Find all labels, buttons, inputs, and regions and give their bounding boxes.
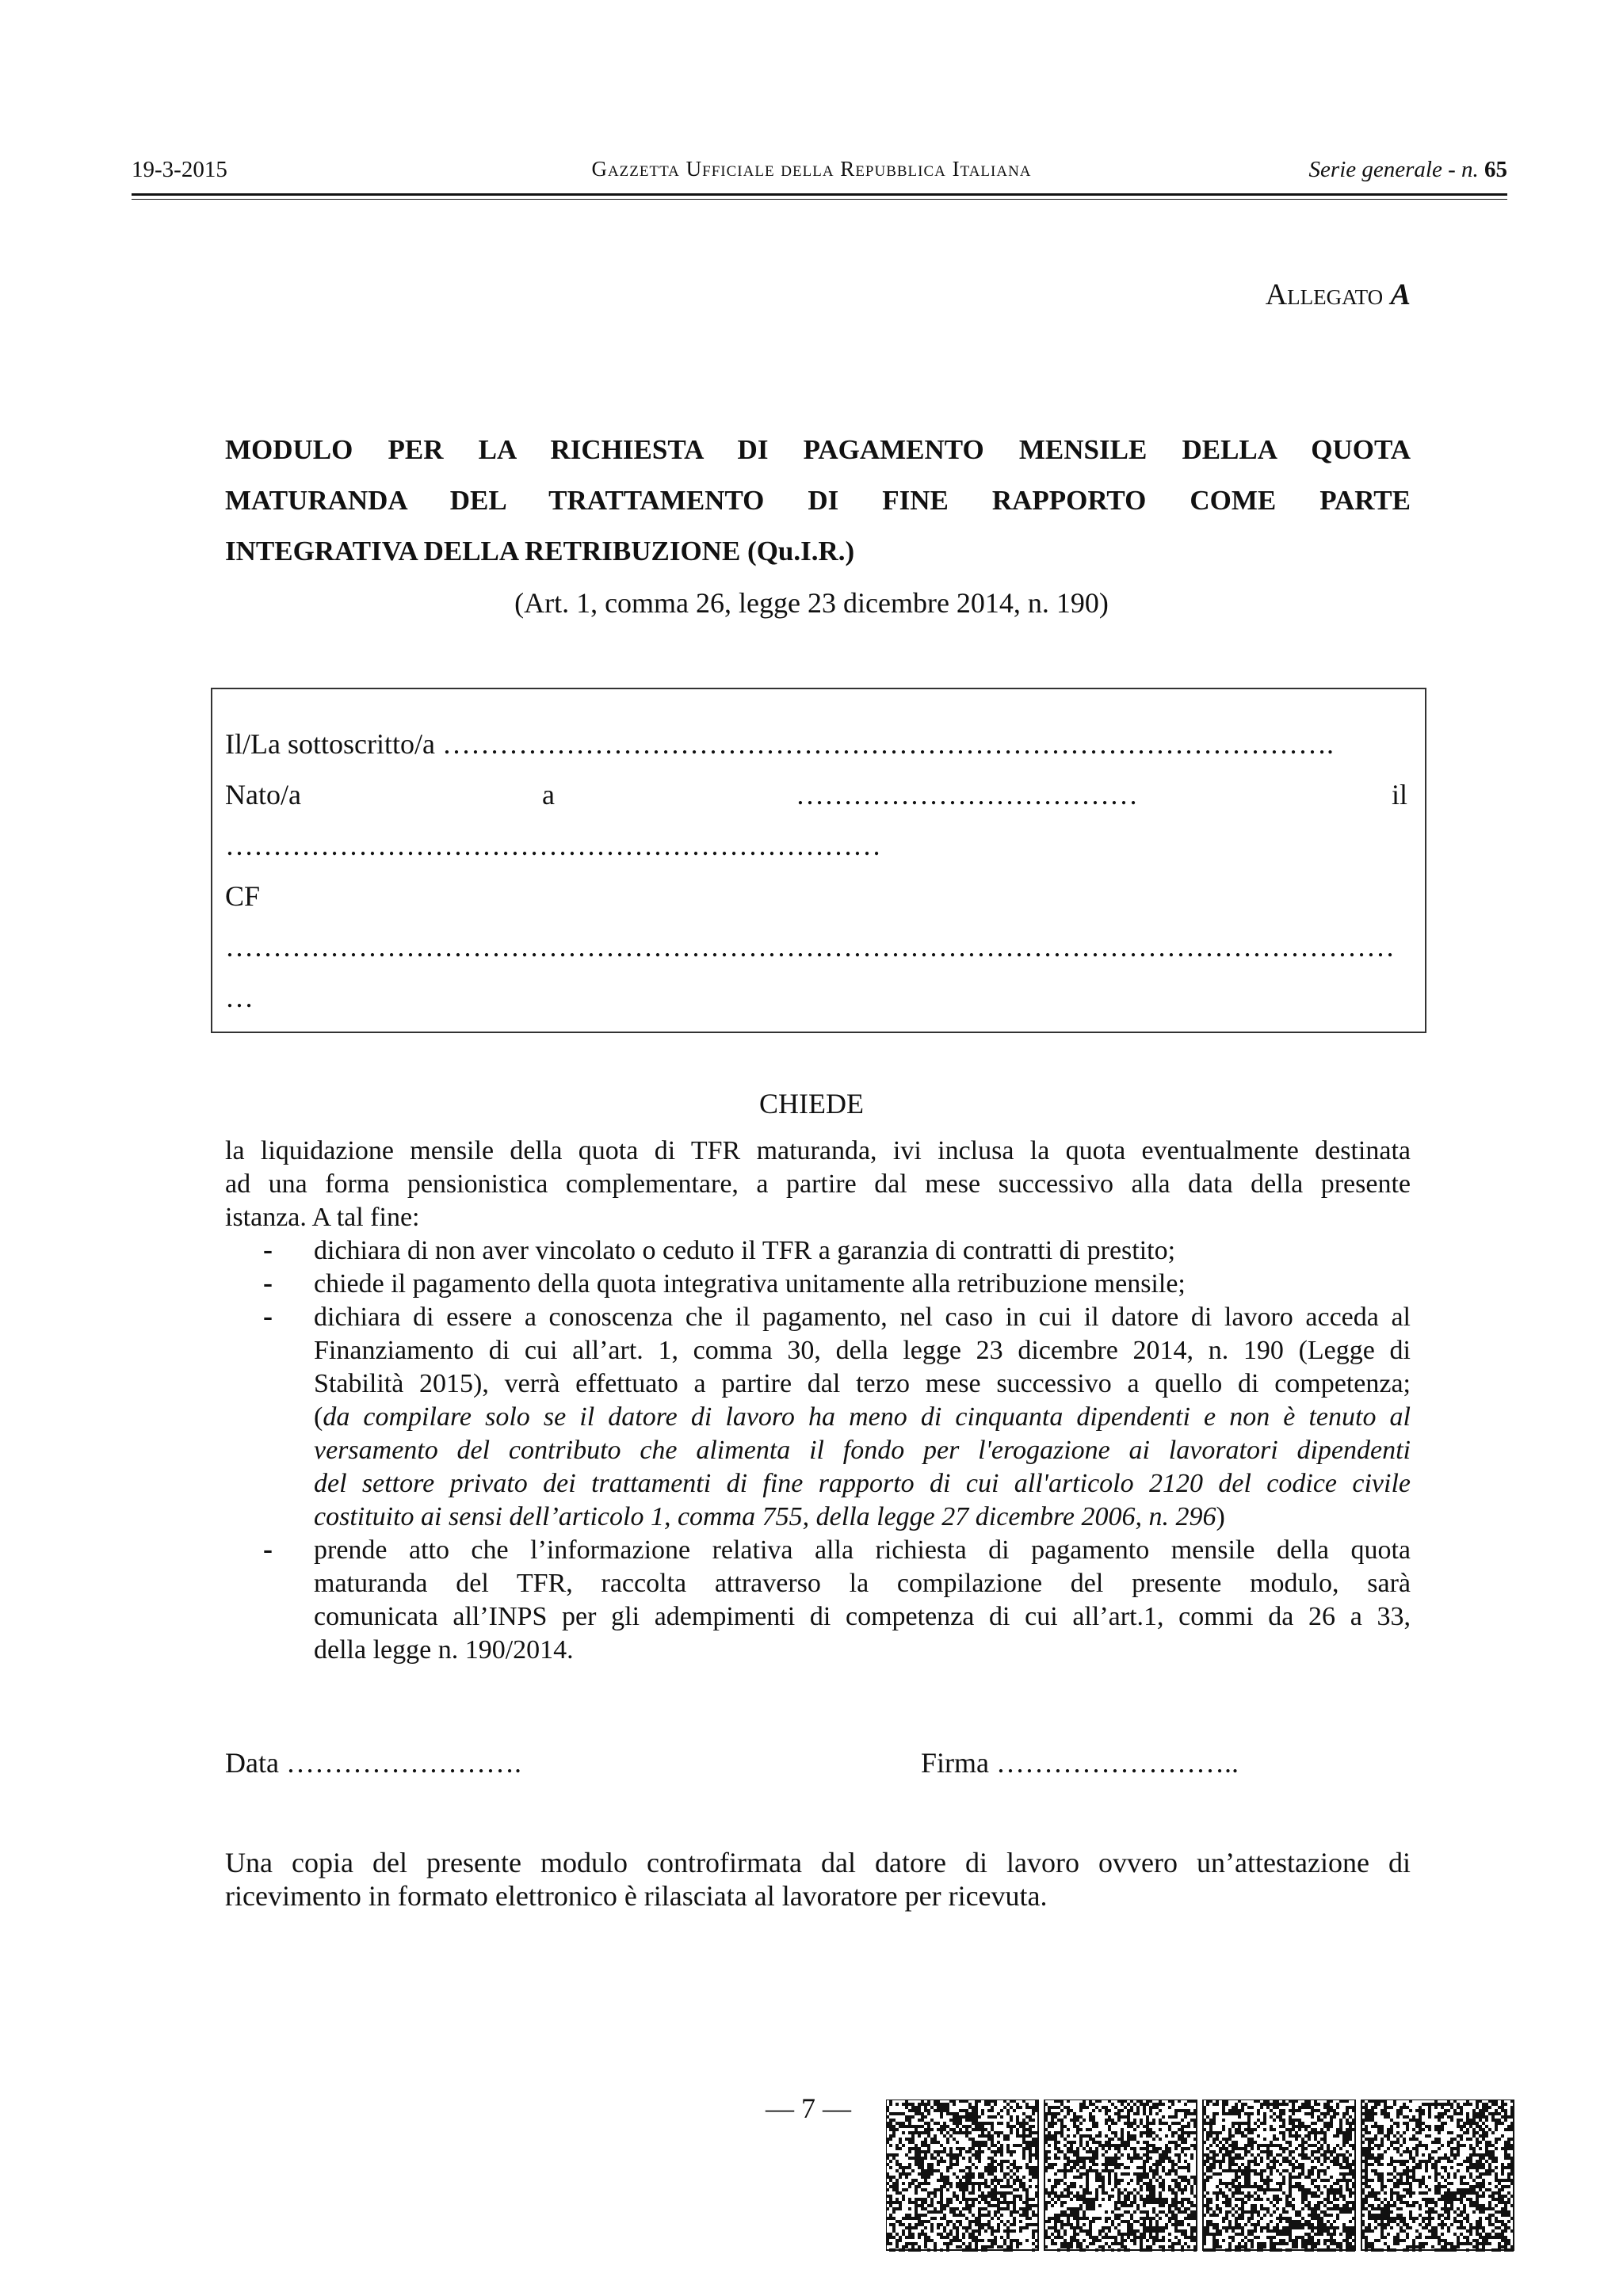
- cf-field[interactable]: ……………………………………………………………………………………………………………: [225, 931, 1395, 963]
- closing-note-line-2: ricevimento in formato elettronico è rilasciata al lavoratore per ricevuta.: [225, 1880, 1048, 1912]
- cf-field-continuation[interactable]: …: [225, 982, 254, 1013]
- datamatrix-code: [1044, 2100, 1197, 2252]
- annex-label: [1266, 277, 1411, 312]
- item-4-line-1: prende atto che l’informazione relativa alla richiesta di pagamento mensile della quota: [314, 1535, 1411, 1565]
- header-date: 19-3-2015: [132, 157, 227, 182]
- serie-label: Serie generale - n.: [1308, 157, 1479, 182]
- bullet-dash: -: [263, 1533, 273, 1565]
- bullet-dash: -: [263, 1234, 273, 1265]
- birthplace-field[interactable]: ………………………………: [796, 779, 1138, 810]
- document-subtitle: (Art. 1, comma 26, legge 23 dicembre 2014, n. 190): [514, 587, 1109, 619]
- document-title-line-3: INTEGRATIVA DELLA RETRIBUZIONE (Qu.I.R.): [225, 536, 855, 566]
- header-rule-thick: [132, 193, 1507, 196]
- intro-line-3: istanza. A tal fine:: [225, 1203, 420, 1232]
- nato-label: Nato/a: [225, 779, 301, 810]
- datamatrix-code: [1203, 2100, 1355, 2252]
- item-1-line-1: dichiara di non aver vincolato o ceduto il TFR a garanzia di contratti di prestito;: [314, 1236, 1176, 1265]
- item-3-note-line-4: [314, 1502, 1411, 1532]
- header-rule-thin: [132, 199, 1507, 200]
- item-4-line-4: della legge n. 190/2014.: [314, 1635, 574, 1665]
- chiede-heading: CHIEDE: [759, 1088, 864, 1119]
- intro-line-2: ad una forma pensionistica complementare, a partire dal mese successivo alla data della presente: [225, 1169, 1411, 1199]
- item-3-line-2: Finanziamento di cui all’art. 1, comma 30, della legge 23 dicembre 2014, n. 190 (Legge di: [314, 1336, 1411, 1365]
- birthdate-label: il: [1392, 779, 1408, 810]
- item-3-line-3: Stabilità 2015), verrà effettuato a partire dal terzo mese successivo a quello di competenza;: [314, 1369, 1411, 1398]
- sottoscritto-field[interactable]: Il/La sottoscritto/a ………………………………………………………………………………….: [225, 728, 1334, 760]
- header-serie: [1309, 157, 1507, 183]
- document-title-line-1: MODULO PER LA RICHIESTA DI PAGAMENTO MENSILE DELLA QUOTA: [225, 434, 1411, 465]
- note-open-paren: (: [314, 1402, 323, 1432]
- closing-note-line-1: Una copia del presente modulo controfirmata dal datore di lavoro ovvero un’attestazione di: [225, 1847, 1411, 1878]
- datamatrix-codes: [886, 2100, 1520, 2252]
- item-3-note-line-2: versamento del contributo che alimenta il fondo per l'erogazione ai lavoratori dipendenti: [314, 1436, 1411, 1465]
- item-4-line-3: comunicata all’INPS per gli adempimenti di competenza di cui all’art.1, commi da 26 a 33,: [314, 1602, 1411, 1631]
- item-3-note-line-3: del settore privato dei trattamenti di fine rapporto di cui all'articolo 2120 del codice civile: [314, 1469, 1411, 1498]
- datamatrix-code: [886, 2100, 1038, 2252]
- date-field[interactable]: Data …………………….: [225, 1747, 521, 1779]
- item-3-note-line-1: [314, 1402, 1411, 1432]
- note-close-paren: ): [1216, 1502, 1225, 1531]
- document-title-line-2: MATURANDA DEL TRATTAMENTO DI FINE RAPPORTO COME PARTE: [225, 485, 1411, 516]
- page-number: — 7 —: [766, 2092, 851, 2124]
- item-2-line-1: chiede il pagamento della quota integrativa unitamente alla retribuzione mensile;: [314, 1269, 1186, 1299]
- signature-field[interactable]: Firma ……………………..: [921, 1747, 1239, 1779]
- datamatrix-code: [1361, 2100, 1514, 2252]
- birthplace-label: a: [542, 779, 555, 810]
- cf-label: CF: [225, 880, 261, 912]
- annex-letter: A: [1390, 278, 1411, 311]
- header-title: Gazzetta Ufficiale della Repubblica Italiana: [591, 157, 1032, 181]
- annex-word: Allegato: [1265, 278, 1384, 311]
- note-text: da compilare solo se il datore di lavoro ha meno di cinquanta dipendenti e non è tenuto al: [323, 1402, 1411, 1432]
- birthdate-field[interactable]: ……………………………………………………………: [225, 830, 881, 861]
- bullet-dash: -: [263, 1267, 273, 1299]
- note-text: costituito ai sensi dell’articolo 1, comma 755, della legge 27 dicembre 2006, n. 296: [314, 1502, 1216, 1531]
- intro-line-1: la liquidazione mensile della quota di TFR maturanda, ivi inclusa la quota eventualmente destinata: [225, 1136, 1411, 1165]
- serie-number: 65: [1484, 157, 1507, 182]
- bullet-dash: -: [263, 1300, 273, 1332]
- item-4-line-2: maturanda del TFR, raccolta attraverso la compilazione del presente modulo, sarà: [314, 1569, 1411, 1598]
- item-3-line-1: dichiara di essere a conoscenza che il pagamento, nel caso in cui il datore di lavoro acceda al: [314, 1302, 1411, 1332]
